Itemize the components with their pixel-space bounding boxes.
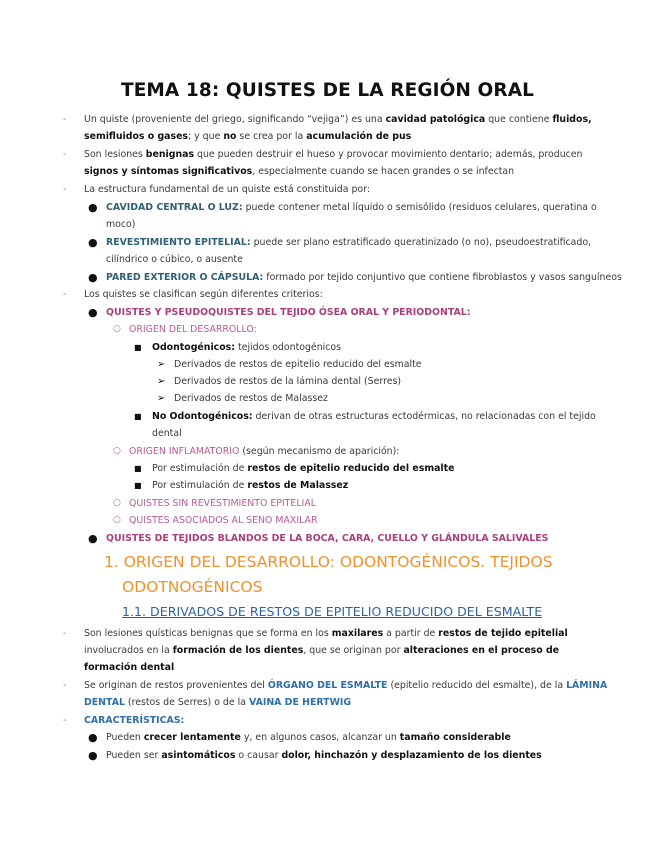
bullet-dot: ● [88, 306, 98, 319]
bullet-dot: ● [88, 749, 98, 762]
bullet-dot: ● [88, 236, 98, 249]
wall-line [106, 269, 622, 287]
group1-heading: QUISTES Y PSEUDOQUISTES DEL TEJIDO ÓSEA ORAL Y PERIODONTAL: [106, 307, 471, 318]
term-label: ORIGEN INFLAMATORIO [129, 446, 240, 457]
bullet-dot: ● [88, 532, 98, 545]
maxillary-heading: QUISTES ASOCIADOS AL SENO MAXILAR [129, 515, 318, 526]
bold-span: alteraciones en el proceso de [403, 645, 560, 656]
text-span: que pueden destruir el hueso y provocar movimiento dentario; además, producen [194, 149, 583, 160]
square-marker: ■ [134, 481, 142, 490]
text-span: Son lesiones quísticas benignas que se forma en los [84, 628, 332, 639]
origin-infl-line [129, 443, 399, 461]
term-label: VAINA DE HERTWIG [248, 697, 352, 708]
circle-marker: ○ [113, 498, 121, 508]
text-span: se crea por la [236, 131, 307, 142]
text-span: derivan de otras estructuras ectodérmicas, no relacionadas con el tejido [252, 411, 596, 422]
bold-span: restos de epitelio reducido del esmalte [247, 463, 455, 474]
bold-span: Odontogénicos: [152, 342, 236, 353]
text-span: Se originan de restos provenientes del [84, 680, 268, 691]
bold-span: restos de tejido epitelial [438, 628, 568, 639]
classification-intro: Los quistes se clasifican según diferentes criterios: [84, 289, 323, 300]
dash-marker: - [63, 149, 67, 160]
circle-marker: ○ [113, 324, 121, 334]
lesion-line-3 [84, 659, 174, 677]
intro-line-2 [84, 128, 411, 146]
text-span: tejidos odontogénicos [235, 342, 342, 353]
section1-heading: 1. ORIGEN DEL DESARROLLO: ODONTOGÉNICOS. TEJIDOS [104, 553, 553, 571]
group2-heading: QUISTES DE TEJIDOS BLANDOS DE LA BOCA, CARA, CUELLO Y GLÁNDULA SALIVALES [106, 533, 549, 544]
bold-span: fluidos, [552, 114, 592, 125]
cavity-line [106, 199, 597, 217]
bold-span: benignas [145, 149, 195, 160]
text-span: o causar [235, 750, 282, 761]
text-span: , que se originan por [303, 645, 404, 656]
bold-span: acumulación de pus [306, 131, 412, 142]
no-lining-heading: QUISTES SIN REVESTIMIENTO EPITELIAL [129, 498, 316, 509]
lining-cont: cilíndrico o cúbico, o ausente [106, 254, 243, 265]
text-span: involucrados en la [84, 645, 173, 656]
section1-heading-cont: ODOTNOGÉNICOS [122, 578, 263, 596]
bold-span: semifluidos o gases [84, 131, 189, 142]
text-span: (restos de Serres) o de la [124, 697, 249, 708]
term-label: PARED EXTERIOR O CÁPSULA: [106, 272, 264, 283]
bold-span: tamaño considerable [399, 732, 511, 743]
stim1-line [152, 460, 454, 478]
bold-span: maxilares [331, 628, 384, 639]
lining-line [106, 234, 591, 252]
arrow-marker: ➢ [157, 376, 166, 387]
characteristic-2 [106, 747, 542, 765]
lesion-line-2 [84, 642, 559, 660]
dash-marker: - [63, 114, 67, 125]
text-span: y, en algunos casos, alcanzar un [240, 732, 400, 743]
dash-marker: - [63, 289, 67, 300]
page-title: TEMA 18: QUISTES DE LA REGIÓN ORAL [120, 80, 535, 101]
text-span: , especialmente cuando se hacen grandes o se infectan [252, 166, 515, 177]
intro-line-1 [84, 111, 592, 129]
odonto-line [152, 339, 341, 357]
bold-span: signos y síntomas significativos [84, 166, 253, 177]
square-marker: ■ [134, 412, 142, 421]
text-span: Son lesiones [84, 149, 146, 160]
cavity-cont: moco) [106, 219, 136, 230]
bold-span: cavidad patológica [385, 114, 486, 125]
non-odonto-line [152, 408, 596, 426]
characteristic-1 [106, 729, 511, 747]
dash-marker: - [63, 680, 67, 691]
structure-intro: La estructura fundamental de un quiste está constituida por: [84, 184, 371, 195]
dash-marker: - [63, 715, 67, 726]
characteristics-heading [84, 712, 184, 730]
text-span: (epitelio reducido del esmalte), de la [387, 680, 567, 691]
circle-marker: ○ [113, 515, 121, 525]
bold-span: restos de Malassez [247, 480, 349, 491]
square-marker: ■ [134, 464, 142, 473]
term-label: CAVIDAD CENTRAL O LUZ: [106, 202, 243, 213]
benign-line-1 [84, 146, 583, 164]
bold-span: dolor, hinchazón y desplazamiento de los dientes [281, 750, 542, 761]
text-span: Por estimulación de [152, 480, 248, 491]
dash-marker: - [63, 184, 67, 195]
text-span: Pueden [106, 732, 144, 743]
derived-item: Derivados de restos de epitelio reducido del esmalte [174, 359, 422, 370]
bold-span: crecer lentamente [143, 732, 241, 743]
term-label: CARACTERÍSTICAS: [84, 715, 185, 726]
derived-item: Derivados de restos de Malassez [174, 393, 328, 404]
text-span: puede ser plano estratificado queratinizado (o no), pseudoestratificado, [250, 237, 592, 248]
bold-span: no [223, 131, 237, 142]
bold-span: formación de los dientes [172, 645, 304, 656]
bold-span: No Odontogénicos: [152, 411, 253, 422]
text-span: puede contener metal líquido o semisólido (residuos celulares, queratina o [242, 202, 597, 213]
term-label: LÁMINA [566, 680, 608, 691]
bold-span: asintomáticos [161, 750, 236, 761]
stim2-line [152, 477, 348, 495]
term-label: ÓRGANO DEL ESMALTE [267, 680, 388, 691]
text-span: a partir de [383, 628, 439, 639]
section11-heading: 1.1. DERIVADOS DE RESTOS DE EPITELIO REDUCIDO DEL ESMALTE [122, 604, 543, 619]
term-label: REVESTIMIENTO EPITELIAL: [106, 237, 251, 248]
bold-span: formación dental [84, 662, 175, 673]
text-span: ; y que [188, 131, 224, 142]
dash-marker: - [63, 628, 67, 639]
square-marker: ■ [134, 343, 142, 352]
text-span: formado por tejido conjuntivo que contiene fibroblastos y vasos sanguíneos [263, 272, 622, 283]
origin-line-1 [84, 677, 607, 695]
bullet-dot: ● [88, 201, 98, 214]
bullet-dot: ● [88, 731, 98, 744]
lesion-line-1 [84, 625, 568, 643]
arrow-marker: ➢ [157, 393, 166, 404]
text-span: Pueden ser [106, 750, 162, 761]
text-span: Un quiste (proveniente del griego, significando “vejiga”) es una [84, 114, 386, 125]
text-span: Por estimulación de [152, 463, 248, 474]
bullet-dot: ● [88, 271, 98, 284]
term-label: DENTAL [84, 697, 125, 708]
arrow-marker: ➢ [157, 359, 166, 370]
derived-item: Derivados de restos de la lámina dental (Serres) [174, 376, 402, 387]
benign-line-2 [84, 163, 514, 181]
circle-marker: ○ [113, 446, 121, 456]
origin-line-2 [84, 694, 351, 712]
text-span: (según mecanismo de aparición): [239, 446, 400, 457]
origin-dev-heading: ORIGEN DEL DESARROLLO: [129, 324, 257, 335]
non-odonto-cont: dental [152, 428, 182, 439]
text-span: que contiene [485, 114, 553, 125]
